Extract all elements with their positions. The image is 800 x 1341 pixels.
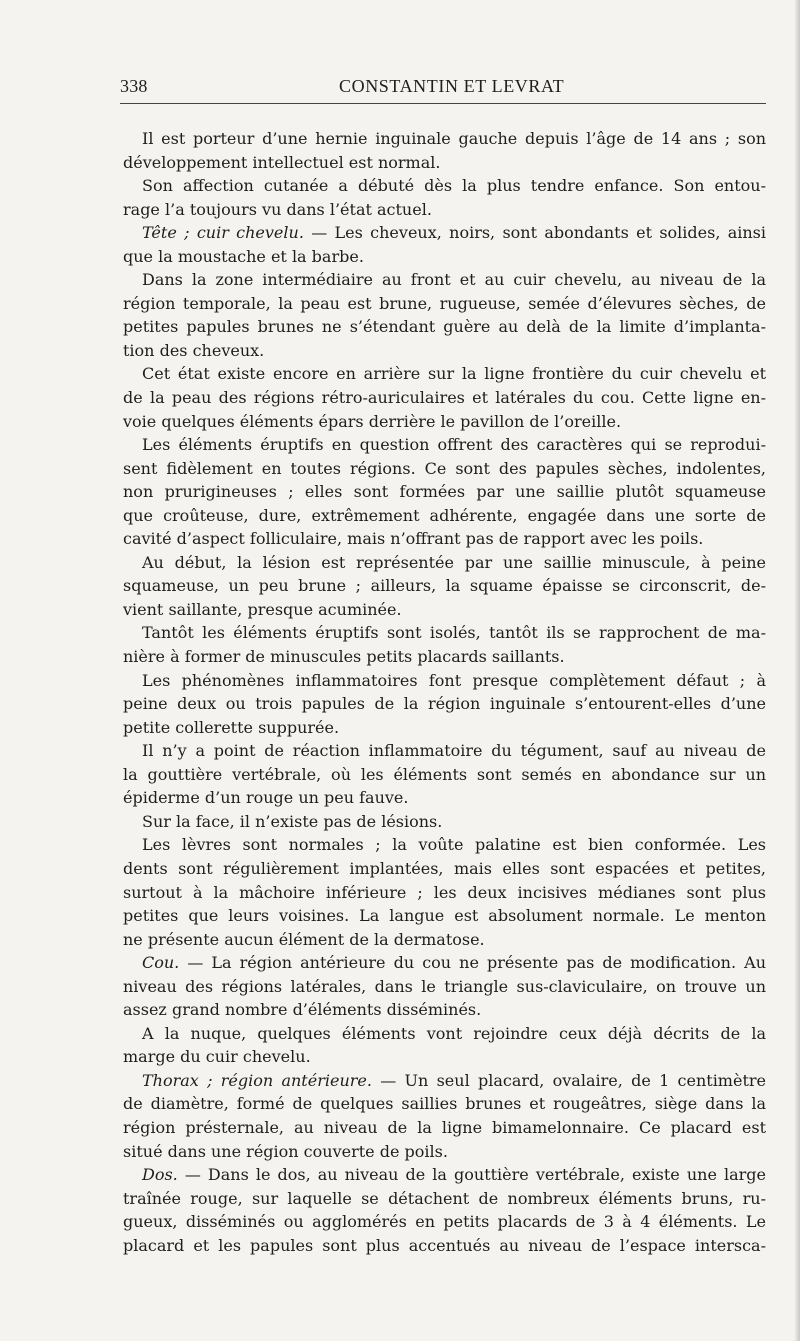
page-edge-shadow <box>794 0 800 1341</box>
text-line <box>123 1022 766 1046</box>
line-text: petite collerette suppurée. <box>123 717 340 737</box>
line-text: squameuse, un peu brune ; ailleurs, la squame épaisse se circonscrit, de- <box>123 576 766 596</box>
line-text: région présternale, au niveau de la ligne bimamelonnaire. Ce placard est <box>123 1117 766 1137</box>
line-text: non prurigineuses ; elles sont formées par une saillie plutôt squameuse <box>123 482 766 502</box>
text-line <box>123 669 766 693</box>
page-header <box>120 74 766 104</box>
text-line <box>123 151 766 175</box>
text-line <box>123 480 766 504</box>
text-line <box>123 763 766 787</box>
line-text: — Dans le dos, au niveau de la gouttière vertébrale, existe une large <box>177 1165 766 1185</box>
text-line <box>123 433 766 457</box>
line-text: Tantôt les éléments éruptifs sont isolés, tantôt ils se rapprochent de ma- <box>142 623 766 643</box>
line-text: région temporale, la peau est brune, rugueuse, semée d’élevures sèches, de <box>123 293 766 313</box>
italic-heading: Thorax ; région antérieure. <box>142 1070 372 1090</box>
line-text: Les phénomènes inflammatoires font presque complètement défaut ; à <box>142 670 766 690</box>
line-text: dents sont régulièrement implantées, mais elles sont espacées et petites, <box>123 858 766 878</box>
running-head: CONSTANTIN ET LEVRAT <box>339 76 565 96</box>
text-line <box>123 716 766 740</box>
text-line <box>123 504 766 528</box>
line-text: voie quelques éléments épars derrière le pavillon de l’oreille. <box>123 411 622 431</box>
line-text: épiderme d’un rouge un peu fauve. <box>123 788 409 808</box>
line-text: situé dans une région couverte de poils. <box>123 1141 448 1161</box>
text-line <box>123 881 766 905</box>
line-text: que croûteuse, dure, extrêmement adhérente, engagée dans une sorte de <box>123 505 766 525</box>
text-line <box>123 268 766 292</box>
line-text: Il n’y a point de réaction inflammatoire du tégument, sauf au niveau de <box>142 741 766 761</box>
line-text: nière à former de minuscules petits placards saillants. <box>123 647 565 667</box>
line-text: rage l’a toujours vu dans l’état actuel. <box>123 199 432 219</box>
text-line <box>123 692 766 716</box>
text-line <box>123 739 766 763</box>
text-line <box>123 386 766 410</box>
line-text: Au début, la lésion est représentée par une saillie minuscule, à peine <box>142 552 766 572</box>
text-line <box>123 1045 766 1069</box>
line-text: petites que leurs voisines. La langue est absolument normale. Le menton <box>123 906 766 926</box>
line-text: ne présente aucun élément de la dermatose. <box>123 929 485 949</box>
text-line <box>123 1210 766 1234</box>
italic-heading: Dos. <box>142 1165 178 1185</box>
text-line <box>123 551 766 575</box>
line-text: développement intellectuel est normal. <box>123 152 441 172</box>
text-line <box>123 527 766 551</box>
text-line <box>123 245 766 269</box>
line-text: Les éléments éruptifs en question offrent des caractères qui se reprodui- <box>142 435 766 455</box>
text-line <box>123 833 766 857</box>
line-text: — La région antérieure du cou ne présente pas de modification. Au <box>179 953 766 973</box>
text-line <box>123 198 766 222</box>
line-text: Il est porteur d’une hernie inguinale gauche depuis l’âge de 14 ans ; son <box>142 129 766 148</box>
italic-heading: Cou. <box>142 953 180 973</box>
text-line <box>123 1092 766 1116</box>
text-line <box>123 928 766 952</box>
line-text: traînée rouge, sur laquelle se détachent de nombreux éléments bruns, ru- <box>123 1188 766 1208</box>
line-text: vient saillante, presque acuminée. <box>123 599 402 619</box>
text-line <box>123 904 766 928</box>
line-text: Son affection cutanée a débuté dès la plus tendre enfance. Son entou- <box>142 176 766 196</box>
text-line <box>123 292 766 316</box>
text-line <box>123 598 766 622</box>
line-text: Les lèvres sont normales ; la voûte palatine est bien conformée. Les <box>142 835 766 855</box>
line-text: de diamètre, formé de quelques saillies brunes et rougeâtres, siège dans la <box>123 1094 766 1114</box>
text-line <box>123 621 766 645</box>
line-text: — Un seul placard, ovalaire, de 1 centimètre <box>371 1070 766 1090</box>
line-text: cavité d’aspect folliculaire, mais n’offrant pas de rapport avec les poils. <box>123 529 704 549</box>
line-text: tion des cheveux. <box>123 340 265 360</box>
text-line <box>123 457 766 481</box>
text-line <box>123 574 766 598</box>
text-line <box>123 1234 766 1258</box>
page-number: 338 <box>120 76 148 96</box>
line-text: placard et les papules sont plus accentués au niveau de l’espace intersca- <box>123 1235 766 1255</box>
line-text: A la nuque, quelques éléments vont rejoindre ceux déjà décrits de la <box>142 1023 766 1043</box>
line-text: sent fidèlement en toutes régions. Ce sont des papules sèches, indolentes, <box>123 458 766 478</box>
text-line <box>123 1116 766 1140</box>
text-line <box>123 951 766 975</box>
text-line <box>123 410 766 434</box>
line-text: Cet état existe encore en arrière sur la ligne frontière du cuir chevelu et <box>142 364 766 384</box>
text-line <box>123 1163 766 1187</box>
text-line <box>123 786 766 810</box>
text-line <box>123 339 766 363</box>
text-line <box>123 645 766 669</box>
line-text: peine deux ou trois papules de la région inguinale s’entourent-elles d’une <box>123 694 766 714</box>
line-text: Dans la zone intermédiaire au front et au cuir chevelu, au niveau de la <box>142 270 766 290</box>
text-line <box>123 1187 766 1211</box>
line-text: la gouttière vertébrale, où les éléments sont semés en abondance sur un <box>123 764 766 784</box>
text-line <box>123 221 766 245</box>
text-line <box>123 1069 766 1093</box>
line-text: assez grand nombre d’éléments disséminés. <box>123 1000 482 1020</box>
line-text: petites papules brunes ne s’étendant guère au delà de la limite d’implanta- <box>123 317 766 337</box>
text-line <box>123 315 766 339</box>
line-text: gueux, disséminés ou agglomérés en petits placards de 3 à 4 éléments. Le <box>123 1212 766 1232</box>
text-line <box>123 975 766 999</box>
line-text: surtout à la mâchoire inférieure ; les deux incisives médianes sont plus <box>123 882 766 902</box>
text-line <box>123 127 766 151</box>
text-line <box>123 998 766 1022</box>
text-line <box>123 174 766 198</box>
line-text: que la moustache et la barbe. <box>123 246 364 266</box>
line-text: de la peau des régions rétro-auriculaires et latérales du cou. Cette ligne en- <box>123 388 766 408</box>
text-line <box>123 857 766 881</box>
text-line <box>123 1140 766 1164</box>
italic-heading: Tête ; cuir chevelu. <box>142 223 304 243</box>
text-line <box>123 362 766 386</box>
line-text: Sur la face, il n’existe pas de lésions. <box>142 811 443 831</box>
text-line <box>123 810 766 834</box>
line-text: — Les cheveux, noirs, sont abondants et solides, ainsi <box>303 223 766 243</box>
body-text <box>123 127 766 1257</box>
line-text: marge du cuir chevelu. <box>123 1047 311 1067</box>
line-text: niveau des régions latérales, dans le triangle sus-claviculaire, on trouve un <box>123 976 766 996</box>
